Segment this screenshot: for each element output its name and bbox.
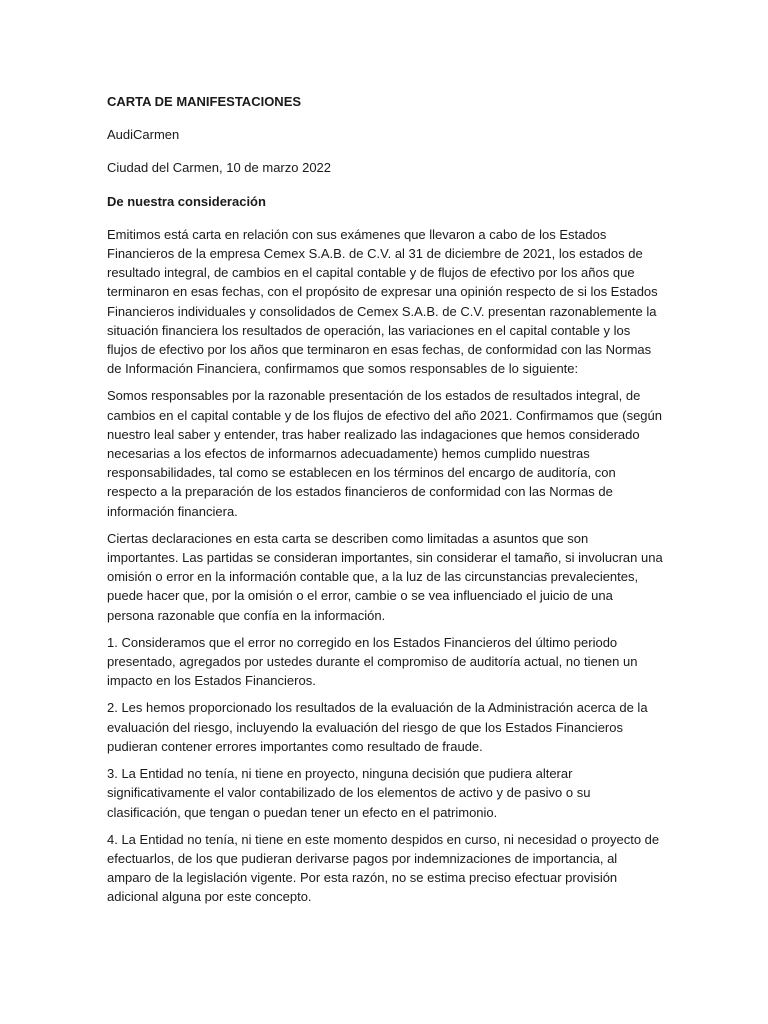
company-name: AudiCarmen (107, 127, 180, 143)
document-page (107, 92, 663, 915)
place-date: Ciudad del Carmen, 10 de marzo 2022 (107, 160, 332, 176)
salutation: De nuestra consideración (107, 193, 266, 209)
paragraph-responsibility: Somos responsables por la razonable presentación de los estados de resultados integral, de cambios en el capital contable y de los flujos de efectivo del año 2021. Confirmamos que (según nuestro leal saber y entender, tras haber realizado las indagaciones que hemos considerado necesarias a los efectos de informarnos adecuadamente) hemos cumplido nuestras responsabilidades, tal como se establecen en los términos del encargo de auditoría, con respecto a la preparación de los estados financieros de conformidad con las Normas de información financiera. (107, 388, 662, 519)
item-3: 3. La Entidad no tenía, ni tiene en proyecto, ninguna decisión que pudiera alterar significativamente el valor contabilizado de los elementos de activo y de pasivo o su clasificación, que tengan o puedan tener un efecto en el patrimonio. (107, 766, 591, 820)
paragraph-intro: Emitimos está carta en relación con sus exámenes que llevaron a cabo de los Estados Financieros de la empresa Cemex S.A.B. de C.V. al 31 de diciembre de 2021, los estados de resultado integral, de cambios en el capital contable y de flujos de efectivo por los años que terminaron en esas fechas, con el propósito de expresar una opinión respecto de si los Estados Financieros individuales y consolidados de Cemex S.A.B. de C.V. presentan razonablemente la situación financiera los resultados de operación, las variaciones en el capital contable y los flujos de efectivo por los años que terminaron en esas fechas, de conformidad con las Normas de Información Financiera, confirmamos que somos responsables de lo siguiente: (107, 226, 658, 377)
paragraph-materiality: Ciertas declaraciones en esta carta se describen como limitadas a asuntos que son importantes. Las partidas se consideran importantes, sin considerar el tamaño, si involucran una omisión o error en la información contable que, a la luz de las circunstancias prevalecientes, puede hacer que, por la omisión o el error, cambie o se vea influenciado el juicio de una persona razonable que confía en la información. (107, 530, 663, 623)
letter-title: CARTA DE MANIFESTACIONES (107, 94, 302, 109)
item-4: 4. La Entidad no tenía, ni tiene en este momento despidos en curso, ni necesidad o proyecto de efectuarlos, de los que pudieran derivarse pagos por indemnizaciones de importancia, al amparo de la legislación vigente. Por esta razón, no se estima preciso efectuar provisión adicional alguna por este concepto. (107, 831, 660, 905)
item-1: 1. Consideramos que el error no corregido en los Estados Financieros del último periodo presentado, agregados por ustedes durante el compromiso de auditoría actual, no tienen un impacto en los Estados Financieros. (107, 634, 638, 689)
item-2: 2. Les hemos proporcionado los resultados de la evaluación de la Administración acerca de la evaluación del riesgo, incluyendo la evaluación del riesgo de que los Estados Financieros pudieran contener errores importantes como resultado de fraude. (107, 700, 648, 754)
